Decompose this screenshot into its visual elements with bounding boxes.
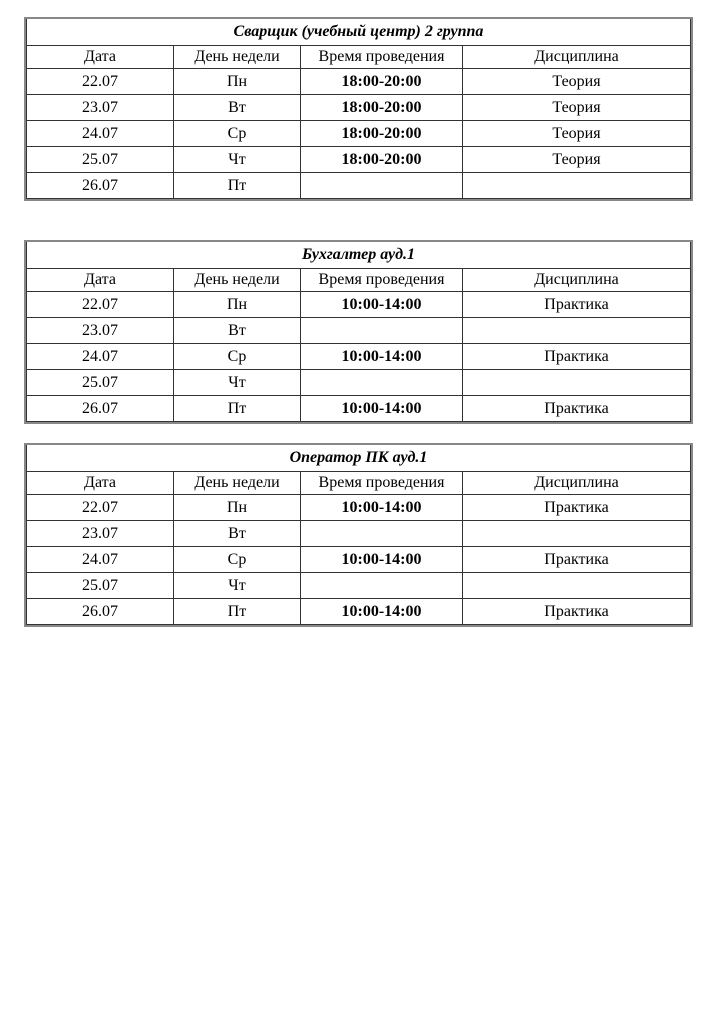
time-cell: 18:00-20:00 bbox=[301, 147, 463, 173]
table-title: Сварщик (учебный центр) 2 группа bbox=[27, 19, 691, 46]
date-cell: 23.07 bbox=[27, 95, 174, 121]
time-cell: 18:00-20:00 bbox=[301, 95, 463, 121]
column-header: Дата bbox=[27, 472, 174, 495]
day-cell: Вт bbox=[174, 95, 301, 121]
date-cell: 22.07 bbox=[27, 495, 174, 521]
table-title: Бухгалтер ауд.1 bbox=[27, 242, 691, 269]
column-header: День недели bbox=[174, 269, 301, 292]
time-cell bbox=[301, 173, 463, 199]
date-cell: 22.07 bbox=[27, 292, 174, 318]
time-cell bbox=[301, 521, 463, 547]
discipline-cell bbox=[463, 370, 691, 396]
time-cell: 10:00-14:00 bbox=[301, 292, 463, 318]
column-header: Дисциплина bbox=[463, 269, 691, 292]
column-header: Дата bbox=[27, 269, 174, 292]
date-cell: 25.07 bbox=[27, 573, 174, 599]
column-header: Время проведения bbox=[301, 46, 463, 69]
day-cell: Чт bbox=[174, 147, 301, 173]
day-cell: Пн bbox=[174, 495, 301, 521]
date-cell: 25.07 bbox=[27, 370, 174, 396]
discipline-cell bbox=[463, 521, 691, 547]
discipline-cell: Практика bbox=[463, 396, 691, 422]
time-cell: 10:00-14:00 bbox=[301, 396, 463, 422]
table-row bbox=[27, 292, 691, 318]
column-header: Время проведения bbox=[301, 472, 463, 495]
date-cell: 24.07 bbox=[27, 121, 174, 147]
day-cell: Пн bbox=[174, 292, 301, 318]
day-cell: Вт bbox=[174, 521, 301, 547]
time-cell: 10:00-14:00 bbox=[301, 547, 463, 573]
date-cell: 25.07 bbox=[27, 147, 174, 173]
discipline-cell: Практика bbox=[463, 599, 691, 625]
column-header: Дата bbox=[27, 46, 174, 69]
date-cell: 22.07 bbox=[27, 69, 174, 95]
table-row bbox=[27, 121, 691, 147]
day-cell: Пт bbox=[174, 173, 301, 199]
table-row bbox=[27, 173, 691, 199]
table-row bbox=[27, 396, 691, 422]
day-cell: Ср bbox=[174, 344, 301, 370]
table-row bbox=[27, 370, 691, 396]
header-row bbox=[27, 46, 691, 69]
discipline-cell: Теория bbox=[463, 95, 691, 121]
column-header: День недели bbox=[174, 46, 301, 69]
table-row bbox=[27, 95, 691, 121]
discipline-cell: Теория bbox=[463, 147, 691, 173]
table-row bbox=[27, 147, 691, 173]
discipline-cell bbox=[463, 573, 691, 599]
schedule-table-1 bbox=[24, 17, 693, 201]
date-cell: 26.07 bbox=[27, 396, 174, 422]
day-cell: Ср bbox=[174, 547, 301, 573]
time-cell: 18:00-20:00 bbox=[301, 69, 463, 95]
table-row bbox=[27, 344, 691, 370]
discipline-cell: Теория bbox=[463, 69, 691, 95]
table-row bbox=[27, 547, 691, 573]
day-cell: Вт bbox=[174, 318, 301, 344]
date-cell: 24.07 bbox=[27, 344, 174, 370]
schedule-table-2 bbox=[24, 240, 693, 424]
day-cell: Пт bbox=[174, 599, 301, 625]
discipline-cell: Практика bbox=[463, 495, 691, 521]
discipline-cell: Практика bbox=[463, 344, 691, 370]
time-cell bbox=[301, 573, 463, 599]
table-row bbox=[27, 318, 691, 344]
discipline-cell: Практика bbox=[463, 547, 691, 573]
time-cell bbox=[301, 318, 463, 344]
date-cell: 23.07 bbox=[27, 318, 174, 344]
time-cell: 10:00-14:00 bbox=[301, 495, 463, 521]
discipline-cell bbox=[463, 318, 691, 344]
column-header: День недели bbox=[174, 472, 301, 495]
table-row bbox=[27, 599, 691, 625]
discipline-cell bbox=[463, 173, 691, 199]
column-header: Дисциплина bbox=[463, 46, 691, 69]
day-cell: Ср bbox=[174, 121, 301, 147]
date-cell: 26.07 bbox=[27, 173, 174, 199]
time-cell: 10:00-14:00 bbox=[301, 344, 463, 370]
time-cell: 18:00-20:00 bbox=[301, 121, 463, 147]
date-cell: 23.07 bbox=[27, 521, 174, 547]
discipline-cell: Практика bbox=[463, 292, 691, 318]
column-header: Дисциплина bbox=[463, 472, 691, 495]
day-cell: Пт bbox=[174, 396, 301, 422]
header-row bbox=[27, 269, 691, 292]
day-cell: Пн bbox=[174, 69, 301, 95]
day-cell: Чт bbox=[174, 370, 301, 396]
column-header: Время проведения bbox=[301, 269, 463, 292]
schedule-table-3 bbox=[24, 443, 693, 627]
table-row bbox=[27, 573, 691, 599]
discipline-cell: Теория bbox=[463, 121, 691, 147]
date-cell: 24.07 bbox=[27, 547, 174, 573]
date-cell: 26.07 bbox=[27, 599, 174, 625]
time-cell: 10:00-14:00 bbox=[301, 599, 463, 625]
header-row bbox=[27, 472, 691, 495]
day-cell: Чт bbox=[174, 573, 301, 599]
time-cell bbox=[301, 370, 463, 396]
table-row bbox=[27, 521, 691, 547]
table-row bbox=[27, 495, 691, 521]
table-row bbox=[27, 69, 691, 95]
table-title: Оператор ПК ауд.1 bbox=[27, 445, 691, 472]
